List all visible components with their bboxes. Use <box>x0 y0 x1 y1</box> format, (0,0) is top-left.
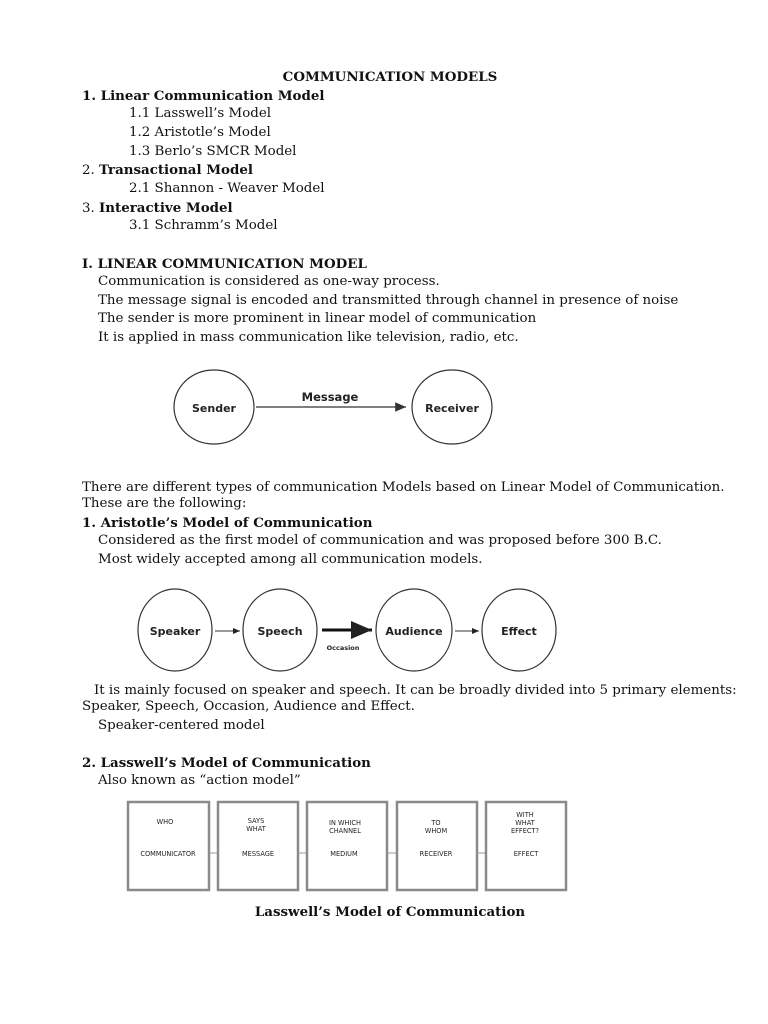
receiver-label: Receiver <box>425 402 479 415</box>
aristotle-text: Speaker, Speech, Occasion, Audience and Effect. <box>82 699 415 714</box>
toc-section-3: 3. Interactive Model <box>82 200 233 216</box>
lasswell-communicator-label: COMMUNICATOR <box>140 850 196 858</box>
linear-heading: I. LINEAR COMMUNICATION MODEL <box>82 256 367 272</box>
lasswell-box-says-what <box>218 802 298 890</box>
linear-bullet: Communication is considered as one-way process. <box>98 274 440 289</box>
aristotle-text: It is mainly focused on speaker and speech. It can be broadly divided into 5 primary elements: <box>94 683 737 698</box>
linear-bullet: The message signal is encoded and transmitted through channel in presence of noise <box>98 293 679 308</box>
toc-item: 3.1 Schramm’s Model <box>129 218 278 233</box>
occasion-label: Occasion <box>326 644 360 652</box>
lasswell-channel-label: CHANNEL <box>329 827 361 835</box>
lasswell-receiver-label: RECEIVER <box>419 850 453 858</box>
linear-bullet: The sender is more prominent in linear model of communication <box>98 311 537 326</box>
speech-label: Speech <box>257 625 303 638</box>
lasswell-box-who <box>128 802 209 890</box>
toc-section-1: 1. Linear Communication Model <box>82 88 325 104</box>
lasswell-box-to-whom <box>397 802 477 890</box>
lasswell-caption: Lasswell’s Model of Communication <box>254 904 526 920</box>
lasswell-box-channel <box>307 802 387 890</box>
lasswell-medium-label: MEDIUM <box>330 850 358 858</box>
aristotle-heading: 1. Aristotle’s Model of Communication <box>82 515 373 531</box>
aristotle-bullet: Considered as the first model of communication and was proposed before 300 B.C. <box>98 533 662 548</box>
lasswell-message-label: MESSAGE <box>241 850 275 858</box>
lasswell-heading: 2. Lasswell’s Model of Communication <box>82 755 371 771</box>
lasswell-effect-label: EFFECT <box>513 850 539 858</box>
lasswell-in-which-label: IN WHICH <box>329 819 361 827</box>
types-intro-line: There are different types of communication Models based on Linear Model of Communication. <box>82 480 725 495</box>
types-intro-line: These are the following: <box>82 496 247 511</box>
document-title: COMMUNICATION MODELS <box>282 69 498 85</box>
lasswell-with-label: WITH <box>516 811 534 819</box>
lasswell-effect-q-label: EFFECT? <box>510 827 540 835</box>
aristotle-bullet: Most widely accepted among all communication models. <box>98 552 483 567</box>
lasswell-what-label: WHAT <box>246 825 266 833</box>
lasswell-whom-label: WHOM <box>424 827 448 835</box>
lasswell-to-label: TO <box>431 819 441 827</box>
toc-section-2: 2. Transactional Model <box>82 162 253 178</box>
toc-item: 1.1 Lasswell’s Model <box>129 106 272 121</box>
effect-label: Effect <box>501 625 537 638</box>
aristotle-note: Speaker-centered model <box>98 718 265 733</box>
sender-label: Sender <box>192 402 236 415</box>
message-label: Message <box>301 390 359 404</box>
audience-label: Audience <box>385 625 443 638</box>
lasswell-says-label: SAYS <box>247 817 265 825</box>
lasswell-diagram <box>128 802 566 890</box>
lasswell-who-label: WHO <box>156 818 174 826</box>
linear-bullet: It is applied in mass communication like television, radio, etc. <box>98 330 519 345</box>
toc-item: 2.1 Shannon - Weaver Model <box>129 181 325 196</box>
toc-item: 1.3 Berlo’s SMCR Model <box>129 144 297 159</box>
lasswell-what2-label: WHAT <box>515 819 535 827</box>
speaker-label: Speaker <box>149 625 201 638</box>
toc-item: 1.2 Aristotle’s Model <box>129 125 271 140</box>
lasswell-subtitle: Also known as “action model” <box>98 773 301 788</box>
